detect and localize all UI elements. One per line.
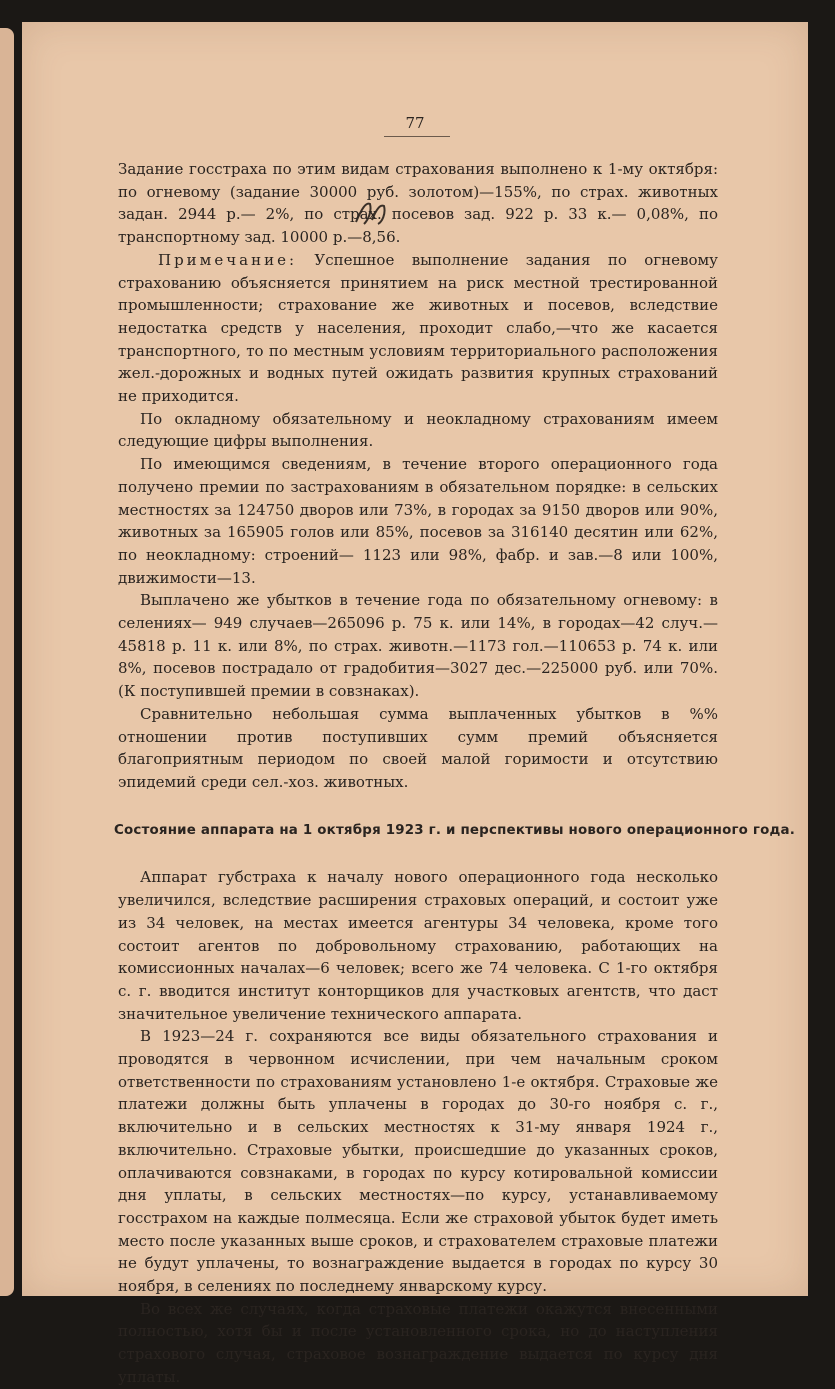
page-number: 77 <box>405 114 425 132</box>
section-heading: Состояние аппарата на 1 октября 1923 г. и перспективы нового операционного года. <box>114 822 796 838</box>
paragraph-2: По имеющимся сведениям, в течение второго операционного года получено премии по застрахованиям в обязательном порядке: в сельских местностях за 124750 дворов или 73%, в городах за 9150 дворов или 90%, животных за 165905 голов или 85%, посевов за 316140 десятин или 62%, по неокладному: строений— 1123 или 98%, фабр. и зав.—8 или 100%, движимости—13. <box>118 455 718 587</box>
paragraph-4: Сравнительно небольшая сумма выплаченных убытков в %% отношении против поступивших сумм премий объясняется благоприятным периодом по своей малой горимости и отсутствию эпидемий среди сел.-хоз. животных. <box>118 704 718 791</box>
page-text <box>114 158 796 1389</box>
page-number-rule <box>384 136 450 137</box>
paragraph-7: Во всех же случаях, когда страховые платежи окажутся внесенными полностью, хотя бы и после установленного срока, но до наступления страхового случая, страховое вознаграждение выдается по курсу дня уплаты. <box>118 1299 718 1386</box>
previous-page-edge <box>0 28 14 1296</box>
paragraph-5: Аппарат губстраха к началу нового операционного года несколько увеличился, вследствие расширения страховых операций, и состоит уже из 34 человек, на местах имеется агентуры 34 человека, кроме того состоит агентов по добровольному страхованию, работающих на комиссионных началах—6 человек; всего же 74 человека. С 1-го октября с. г. вводится институт конторщиков для участковых агентств, что даст значительное увеличение технического аппарата. <box>118 868 718 1023</box>
note-paragraph <box>118 249 718 408</box>
note-label: Примечание: <box>158 250 298 269</box>
paragraph-1: По окладному обязательному и неокладному страхованиям имеем следующие цифры выполнения. <box>118 409 718 451</box>
paragraph-6: В 1923—24 г. сохраняются все виды обязательного страхования и проводятся в червонном исчислении, при чем начальным сроком ответственности по страхованиям установлено 1-е октября. Страховые же платежи должны быть уплачены в городах до 30-го ноября с. г., включительно и в сельских местностях к 31-му января 1924 г., включительно. Страховые убытки, происшедшие до указанных сроков, оплачиваются совзнаками, в городах по курсу котировальной комиссии дня уплаты, в сельских местностях—по курсу, устанавливаемому госстрахом на каждые полмесяца. Если же страховой убыток будет иметь место после указанных выше сроков, и страхователем страховые платежи не будут уплачены, то вознаграждение выдается в городах по курсу 30 ноября, в селениях по последнему январскому курсу. <box>118 1027 718 1296</box>
paragraph-3: Выплачено же убытков в течение года по обязательному огневому: в селениях— 949 случаев—265096 р. 75 к. или 14%, в городах—42 случ.—45818 р. 11 к. или 8%, по страх. животн.—1173 гол.—110653 р. 74 к. или 8%, посевов пострадало от градобития—3027 дес.—225000 руб. или 70%. (К поступившей премии в совзнаках). <box>118 591 718 701</box>
note-text: Успешное выполнение задания по огневому страхованию объясняется принятием на риск местной трестированной промышленности; страхование же животных и посевов, вследствие недостатка средств у населения, проходит слабо,—что же касается транспортного, то по местным условиям территориального расположения жел.-дорожных и водных путей ожидать развития крупных страхований не приходится. <box>118 250 718 406</box>
intro-paragraph: Задание госстраха по этим видам страхования выполнено к 1-му октября: по огневому (задание 30000 руб. золотом)—155%, по страх. животных задан. 2944 р.— 2%, по страх. посевов зад. 922 р. 33 к.— 0,08%, по транспортному зад. 10000 р.—8,56. <box>118 160 718 247</box>
book-page <box>22 22 808 1386</box>
